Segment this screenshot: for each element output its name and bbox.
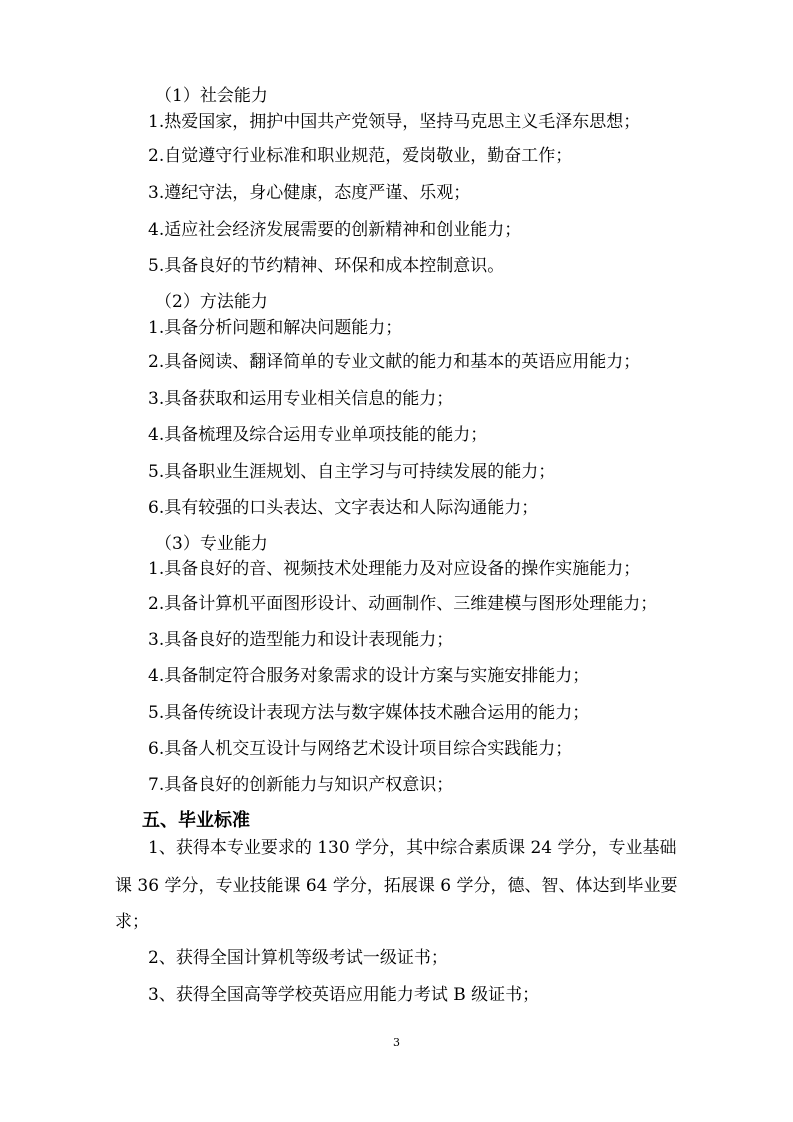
list-item: 4.具备梳理及综合运用专业单项技能的能力； — [148, 425, 488, 445]
list-item: 2.具备计算机平面图形设计、动画制作、三维建模与图形处理能力； — [148, 594, 658, 614]
list-item: 1.具备良好的音、视频技术处理能力及对应设备的操作实施能力； — [148, 559, 641, 579]
list-item: 1.热爱国家，拥护中国共产党领导，坚持马克思主义毛泽东思想； — [148, 112, 641, 132]
section-heading-social: （1）社会能力 — [155, 86, 268, 106]
list-item: 2、获得全国计算机等级考试一级证书； — [148, 948, 448, 968]
list-item: 5.具备良好的节约精神、环保和成本控制意识。 — [148, 256, 505, 276]
list-item: 3.具备获取和运用专业相关信息的能力； — [148, 389, 454, 409]
list-item: 6.具有较强的口头表达、文字表达和人际沟通能力； — [148, 498, 539, 518]
page-number: 3 — [393, 1036, 400, 1049]
list-item: 2.具备阅读、翻译简单的专业文献的能力和基本的英语应用能力； — [148, 352, 641, 372]
list-item: 2.自觉遵守行业标准和职业规范，爱岗敬业，勤奋工作； — [148, 146, 573, 166]
list-item: 4.适应社会经济发展需要的创新精神和创业能力； — [148, 220, 522, 240]
section-heading-graduation: 五、毕业标准 — [142, 810, 250, 831]
list-item: 1.具备分析问题和解决问题能力； — [148, 318, 403, 338]
list-item: 3、获得全国高等学校英语应用能力考试 B 级证书； — [148, 985, 540, 1005]
section-heading-method: （2）方法能力 — [155, 292, 268, 312]
list-item: 7.具备良好的创新能力与知识产权意识； — [148, 775, 454, 795]
paragraph-line: 课 36 学分，专业技能课 64 学分，拓展课 6 学分，德、智、体达到毕业要 — [115, 876, 678, 896]
list-item: 6.具备人机交互设计与网络艺术设计项目综合实践能力； — [148, 739, 573, 759]
list-item: 5.具备职业生涯规划、自主学习与可持续发展的能力； — [148, 462, 556, 482]
list-item: 3.遵纪守法，身心健康，态度严谨、乐观； — [148, 183, 471, 203]
section-heading-professional: （3）专业能力 — [155, 534, 268, 554]
paragraph-line: 求； — [115, 912, 149, 932]
list-item: 4.具备制定符合服务对象需求的设计方案与实施安排能力； — [148, 666, 590, 686]
list-item: 3.具备良好的造型能力和设计表现能力； — [148, 630, 454, 650]
paragraph-line: 1、获得本专业要求的 130 学分，其中综合素质课 24 学分，专业基础 — [148, 838, 677, 858]
list-item: 5.具备传统设计表现方法与数字媒体技术融合运用的能力； — [148, 703, 590, 723]
